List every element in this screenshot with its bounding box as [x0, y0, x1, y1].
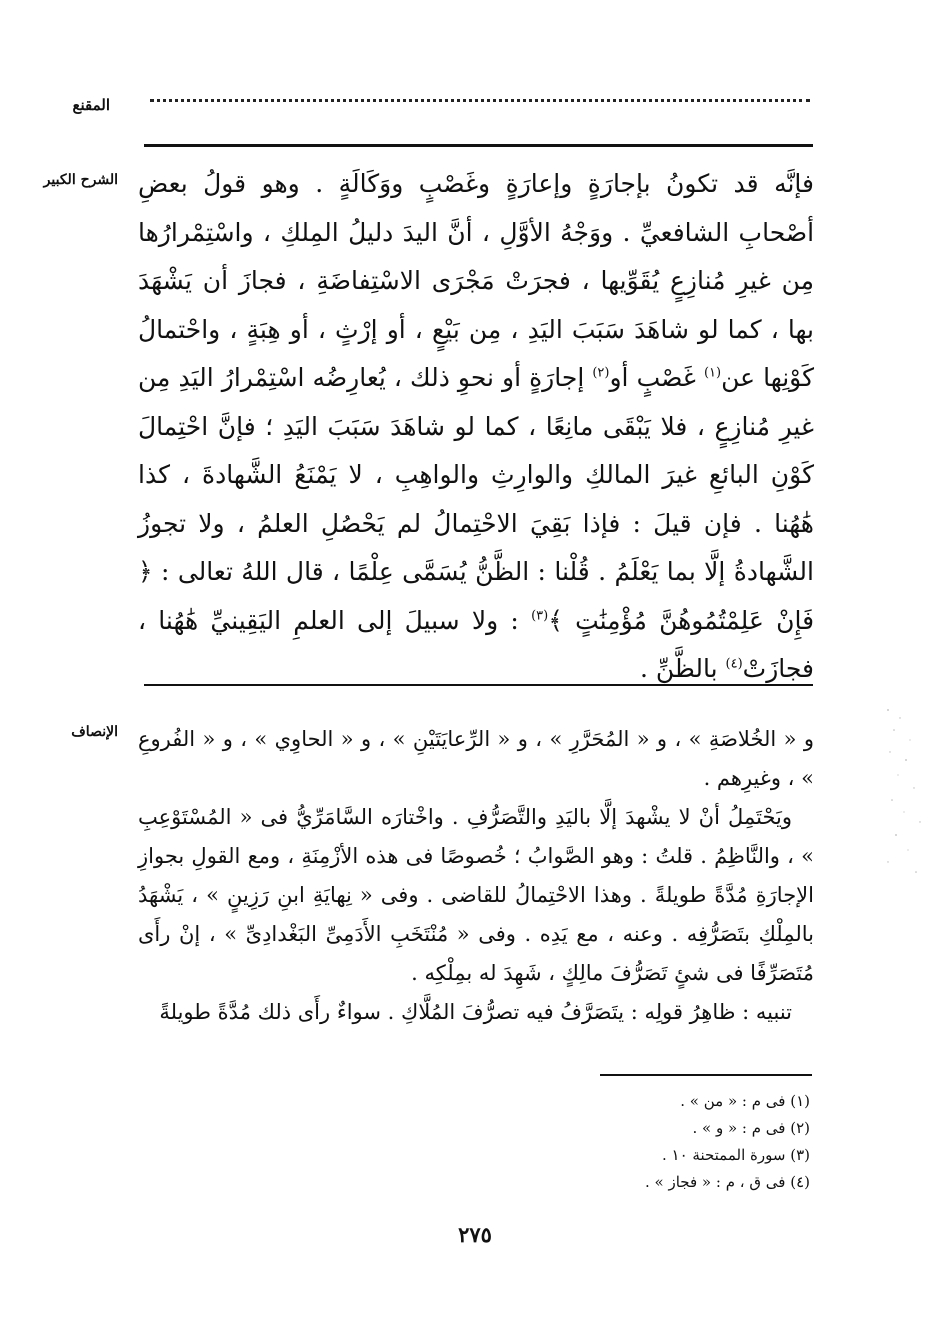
header-rule: [144, 144, 813, 147]
sharh-line: سَبَبَ اليَدِ ، مِن بَيْعٍ ، أو إرْثٍ ، أو هِبَةٍ ، واحْتمالُ كَوْنِها عن: [138, 314, 814, 392]
insaf-line: ومع القولِ بجوازِ الإجارَةِ مُدَّةً طويلةً . وهذا الاحْتِمالُ للقاضى . وفى « نِهايَةِ ابنِ: [138, 844, 814, 907]
footnote-rule: [600, 1074, 812, 1076]
running-header-title: المقنع: [72, 96, 110, 114]
footnote: (٢) فى م : « و » .: [692, 1119, 810, 1137]
header-dotted-leader: [150, 99, 810, 102]
footnotes: [560, 1088, 810, 1196]
sharh-text: [138, 160, 814, 694]
insaf-line: و « الخُلاصَةِ » ، و « المُحَرَّرِ » ، و « الرِّعايَتَيْنِ » ، و « الحاوِي » ، و « الفُروعِ » ، وغيرِهم .: [138, 727, 814, 790]
sharh-line: فإنَّه قد تكونُ بإجارَةٍ وإعارَةٍ وغَصْبٍ ووَكَالَةٍ . وهو قولُ بعضِ أصْحابِ: [138, 169, 815, 247]
sharh-line: الشافعيِّ . ووَجْهُ الأوَّلِ ، أنَّ اليدَ دليلُ المِلكِ ، واسْتِمْرارُها مِن غيرِ مُنازِعٍ: [138, 217, 815, 295]
sharh-line: أو: [609, 363, 629, 392]
section-divider: [144, 684, 813, 686]
sharh-line: إجارَةٍ أو نحوِ ذلك ، يُعارِضُه اسْتِمْرارُ اليَدِ مِن غيرِ مُنازِعٍ ، فلا: [138, 363, 814, 441]
page-number: ٢٧٥: [458, 1222, 492, 1247]
section-label-sharh: الشرح الكبير: [43, 172, 118, 188]
insaf-line: البَغْدادِىِّ » ، إنْ رأَى مُتَصَرِّفًا فى شئٍ تَصَرُّفَ مالِكٍ ، شَهِدَ له بمِلْكِه .: [138, 922, 814, 985]
sharh-line: يَبْقَى مانِعًا ، كما لو شاهَدَ سَبَبَ اليَدِ ؛ فإنَّ احْتِمالَ كَوْنِ البائعِ غيرَ المالكِ: [138, 411, 814, 489]
footnote-mark-4: (٤): [725, 656, 743, 672]
sharh-line: يُقَوِّيها ، فجرَتْ مَجْرَى الاسْتِفاضَةِ ، فجازَ أن يَشْهَدَ بها ، كما لو شاهَدَ: [138, 266, 815, 344]
insaf-paragraph: [138, 798, 814, 993]
sharh-line: الاحْتِمالُ لم يَحْصُلِ العلمُ ، ولا تجوزُ الشَّهادةُ إلَّا بما يَعْلَمُ . قُلْنا : الظَّنُّ: [138, 508, 815, 586]
sharh-line: : ولا: [471, 605, 519, 635]
tanbih-line: تنبيه : ظاهِرُ قولِه : يتَصَرَّفُ فيه تصرُّفَ المُلَّاكِ . سواءٌ رأَى ذلك مُدَّةً طويلةً: [159, 1000, 792, 1024]
sharh-line: غَصْبٍ: [636, 363, 696, 392]
scan-noise: [880, 700, 930, 880]
insaf-line: ويَحْتَمِلُ أنْ لا يشْهدَ إلَّا باليَدِ والتَّصَرُّفِ . واخْتارَه السَّامَرِّيُّ فى: [260, 805, 792, 829]
footnote: (٣) سورة الممتحنة ١٠ .: [661, 1146, 810, 1164]
insaf-line: رَزِينٍ » ، يَشْهَدُ بالمِلْكِ بتَصَرُّفِه . وعنه ، مع يَدِه . وفى « مُنْتَخَبِ الأَدَمِىِّ: [138, 883, 814, 946]
section-label-insaf: الإنصاف: [71, 724, 118, 740]
sharh-line: والوارِثِ والواهِبِ ، لا يَمْنَعُ الشَّهادةَ ، كذا هَٰهُنا . فإن قيلَ : فإذا بَقِيَ: [138, 460, 814, 538]
sharh-line: سبيلَ إلى العلمِ اليَقِينيِّ هَٰهُنا ، فجازَتْ: [138, 605, 814, 683]
footnote: (١) فى م : « من » .: [680, 1092, 810, 1110]
footnote-mark-2: (٢): [592, 365, 610, 381]
insaf-line: « المُسْتَوْعِبِ » ، والنَّاظِمُ . قلتُ : وهو الصَّوابُ ؛ خُصوصًا فى هذه الأزْمِنَةِ ،: [138, 805, 814, 868]
footnote-mark-3: (٣): [531, 608, 549, 624]
footnote: (٤) فى ق ، م : « فجاز » .: [645, 1173, 810, 1191]
footnote-mark-1: (١): [703, 365, 722, 381]
sharh-line: بالظَّنِّ .: [639, 654, 718, 683]
quran-quote: يُسَمَّى عِلْمًا ، قال اللهُ تعالى : ﴿ فَإِنْ عَلِمْتُمُوهُنَّ مُؤْمِنَٰتٍ ﴾: [138, 557, 815, 635]
insaf-text: [138, 720, 814, 1032]
